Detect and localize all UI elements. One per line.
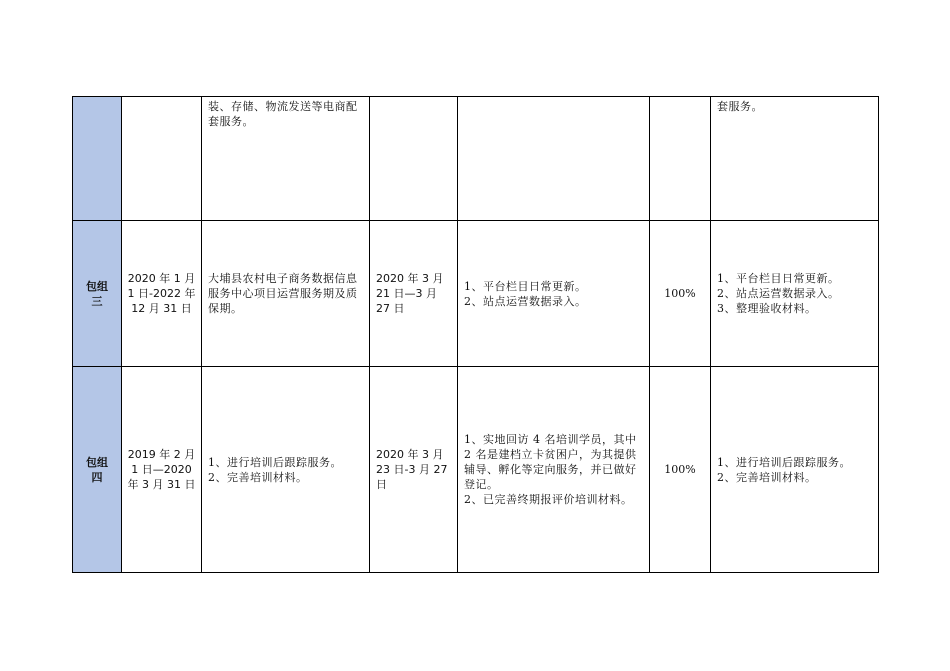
content-text: 大埔县农村电子商务数据信息服务中心项目运营服务期及质保期。 [208,272,358,315]
results-cell [711,367,879,573]
work-cell [458,97,650,221]
result-item: 2、完善培训材料。 [717,470,817,484]
work-item: 1、平台栏目日常更新。 [464,279,587,293]
result-item: 3、整理验收材料。 [717,302,817,315]
content-text: 装、存储、物流发送等电商配套服务。 [208,100,358,128]
report-period-cell [370,97,458,221]
service-period-cell [122,367,202,573]
progress-cell [650,367,711,573]
progress-value: 100% [664,463,696,476]
result-item: 套服务。 [717,100,763,113]
content-item: 2、完善培训材料。 [208,470,308,484]
content-item: 1、进行培训后跟踪服务。 [208,455,342,469]
work-item: 2、站点运营数据录入。 [464,294,587,308]
table-row [73,367,879,573]
content-cell [202,221,370,367]
work-cell [458,221,650,367]
report-period-cell [370,367,458,573]
group-cell [73,221,122,367]
work-item: 2、已完善终期报评价培训材料。 [464,493,633,506]
work-cell [458,367,650,573]
results-cell [711,97,879,221]
service-period-cell [122,221,202,367]
work-item: 1、实地回访 4 名培训学员，其中 2 名是建档立卡贫困户，为其提供辅导、孵化等定向服务，并已做好登记。 [464,433,637,491]
content-cell [202,97,370,221]
group-cell [73,367,122,573]
report-period-cell [370,221,458,367]
result-item: 1、平台栏目日常更新。 [717,272,840,285]
report-period-text: 2020 年 3 月 23 日-3 月 27 日 [376,448,448,491]
progress-cell [650,221,711,367]
report-period-text: 2020 年 3 月 21 日—3 月 27 日 [376,272,444,315]
group-label: 包组三 [86,279,108,308]
service-period-text: 2020 年 1 月 1 日-2022 年 12 月 31 日 [127,272,196,315]
table-row [73,221,879,367]
table-row [73,97,879,221]
results-cell [711,221,879,367]
group-label: 包组四 [86,455,108,484]
project-progress-table [72,96,879,573]
progress-cell [650,97,711,221]
result-item: 2、站点运营数据录入。 [717,287,840,300]
group-cell [73,97,122,221]
result-item: 1、进行培训后跟踪服务。 [717,455,851,469]
service-period-cell [122,97,202,221]
service-period-text: 2019 年 2 月 1 日—2020 年 3 月 31 日 [127,448,196,491]
progress-value: 100% [664,287,696,300]
content-cell [202,367,370,573]
